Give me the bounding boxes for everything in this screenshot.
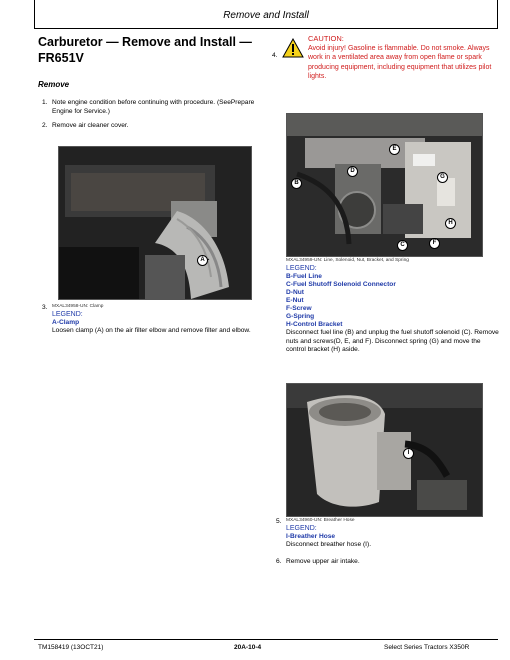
step-3-caption: MXAL34958-UN: Clamp — [52, 304, 104, 309]
legend-item-e: E-Nut — [286, 297, 304, 304]
photo-air-filter-clamp — [58, 146, 252, 300]
step-5-number: 5. — [276, 518, 282, 525]
breather-hose-illustration — [287, 384, 482, 516]
header-title: Remove and Install — [223, 10, 309, 21]
callout-f: F — [429, 238, 440, 249]
step-5-text: Disconnect breather hose (I). — [286, 541, 372, 548]
step-4-details — [286, 258, 500, 355]
callout-h: H — [445, 218, 456, 229]
caution-message: Avoid injury! Gasoline is flammable. Do not smoke. Always work in a ventilated area away from open flame or spark producing equipment, including equipment that utilizes pilot lights. — [308, 45, 492, 80]
step-4-legend-label: LEGEND: — [286, 265, 317, 272]
step-5 — [272, 518, 500, 550]
step-1 — [38, 99, 266, 116]
footer-page-number: 20A-10-4 — [234, 644, 262, 651]
step-2 — [38, 122, 266, 131]
subheading-remove: Remove — [38, 80, 70, 89]
footer-product-title: Select Series Tractors X350R — [384, 644, 470, 651]
footer-rule — [34, 639, 498, 640]
callout-b: B — [291, 178, 302, 189]
callout-d: D — [347, 166, 358, 177]
step-6 — [272, 558, 500, 567]
callout-g: G — [437, 172, 448, 183]
air-filter-illustration — [59, 147, 251, 299]
footer-doc-id: TM158419 (13OCT21) — [38, 644, 104, 651]
legend-item-h: H-Control Bracket — [286, 321, 343, 328]
step-2-text: Remove air cleaner cover. — [52, 122, 129, 129]
legend-item-i: I-Breather Hose — [286, 533, 336, 540]
section-title: Carburetor — Remove and Install — FR651V — [38, 35, 252, 65]
legend-item-f: F-Screw — [286, 305, 312, 312]
caution-text-block — [308, 34, 500, 81]
warning-icon — [282, 38, 304, 58]
step-3-text: Loosen clamp (A) on the air filter elbow and remove filter and elbow. — [52, 327, 251, 334]
right-column — [272, 34, 500, 94]
photo-carburetor-controls — [286, 113, 483, 257]
callout-i: I — [403, 448, 414, 459]
callout-c: C — [397, 240, 408, 251]
step-3-legend-label: LEGEND: — [52, 311, 83, 318]
carburetor-illustration — [287, 114, 482, 256]
step-6-text: Remove upper air intake. — [286, 557, 360, 565]
step-2-number: 2. — [42, 122, 48, 129]
step-4-text: Disconnect fuel line (B) and unplug the fuel shutoff solenoid (C). Remove nuts and screws(D, E, and F). Disconnect spring (G) and move the control bracket (H) aside. — [286, 329, 499, 353]
legend-item-c: C-Fuel Shutoff Solenoid Connector — [286, 281, 396, 288]
step-4-number: 4. — [272, 52, 278, 59]
step-1-number: 1. — [42, 99, 48, 106]
caution-box — [282, 34, 500, 81]
callout-a: A — [197, 255, 208, 266]
step-6-number: 6. — [276, 557, 282, 565]
legend-item-d: D-Nut — [286, 289, 304, 296]
legend-item-g: G-Spring — [286, 313, 315, 320]
left-column — [38, 34, 266, 137]
step-5-caption: MXAL34960-UN: Breather Hose — [286, 518, 355, 523]
step-3-number: 3. — [42, 304, 48, 311]
step-3 — [38, 304, 266, 336]
step-4-caption: MXAL34959-UN: Line, Solenoid, Nut, Bracket, and Spring — [286, 258, 409, 263]
legend-item-b: B-Fuel Line — [286, 273, 322, 280]
step-5-legend-label: LEGEND: — [286, 525, 317, 532]
legend-item-a: A-Clamp — [52, 319, 80, 326]
photo-breather-hose — [286, 383, 483, 517]
step-1-text: Note engine condition before continuing with procedure. (SeePrepare Engine for Service.) — [52, 99, 255, 115]
callout-e: E — [389, 144, 400, 155]
caution-label: CAUTION: — [308, 34, 344, 43]
